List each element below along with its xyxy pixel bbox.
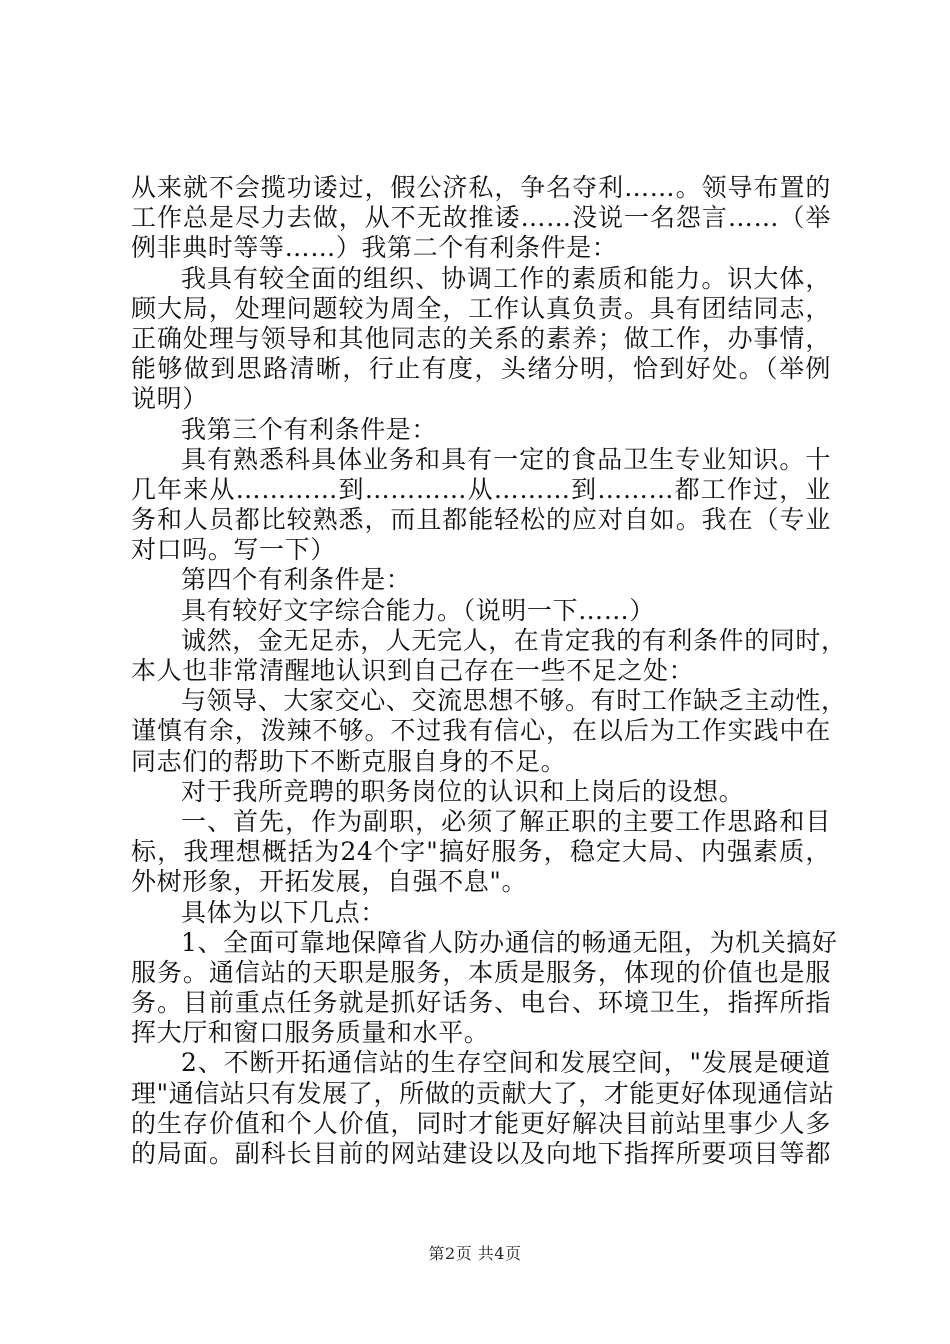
- text-line: 本人也非常清醒地认识到自己存在一些不足之处：: [131, 656, 695, 685]
- text-line: 外树形象，开拓发展，自强不息"。: [131, 867, 528, 897]
- text-line: 顾大局，处理问题较为周全，工作认真负责。具有团结同志，: [131, 293, 831, 323]
- text-line: 我具有较全面的组织、协调工作的素质和能力。识大体，: [181, 263, 831, 293]
- text-line: 2、不断开拓通信站的生存空间和发展空间，"发展是硬道: [181, 1048, 831, 1078]
- text-line: 几年来从…………到…………从………到………都工作过，业: [131, 474, 831, 504]
- text-line: 标，我理想概括为24个字"搞好服务，稳定大局、内强素质，: [131, 837, 831, 867]
- text-line: 说明）: [131, 384, 208, 414]
- text-line: 具有较好文字综合能力。（说明一下……）: [181, 595, 655, 625]
- text-line: 例非典时等等……）我第二个有利条件是：: [131, 233, 618, 263]
- text-line: 第四个有利条件是：: [181, 565, 412, 595]
- text-line: 与领导、大家交心、交流思想不够。有时工作缺乏主动性，: [181, 686, 847, 716]
- text-line: 正确处理与领导和其他同志的关系的素养；做工作，办事情，: [131, 323, 831, 353]
- text-line: 对于我所竞聘的职务岗位的认识和上岗后的设想。: [181, 776, 745, 806]
- text-line: 诚然，金无足赤，人无完人，在肯定我的有利条件的同时，: [181, 625, 847, 655]
- text-line: 理"通信站只有发展了，所做的贡献大了，才能更好体现通信站: [131, 1078, 835, 1108]
- text-line: 的生存价值和个人价值，同时才能更好解决目前站里事少人多: [131, 1108, 831, 1138]
- text-line: 具有熟悉科具体业务和具有一定的食品卫生专业知识。十: [181, 444, 831, 474]
- text-line: 1、全面可靠地保障省人防办通信的畅通无阻，为机关搞好: [181, 927, 838, 957]
- text-line: 务。目前重点任务就是抓好话务、电台、环境卫生，指挥所指: [131, 988, 831, 1018]
- text-line: 对口吗。写一下）: [131, 535, 336, 565]
- document-body: [131, 173, 847, 1169]
- text-line: 务和人员都比较熟悉，而且都能轻松的应对自如。我在（专业: [131, 505, 831, 535]
- text-line: 服务。通信站的天职是服务，本质是服务，体现的价值也是服: [131, 957, 831, 987]
- text-line: 挥大厅和窗口服务质量和水平。: [131, 1018, 490, 1048]
- text-line: 同志们的帮助下不断克服自身的不足。: [131, 746, 567, 776]
- text-line: 工作总是尽力去做，从不无故推诿……没说一名怨言……（举: [131, 203, 831, 233]
- text-line: 一、首先，作为副职，必须了解正职的主要工作思路和目: [181, 806, 831, 836]
- page-footer: 第2页 共4页: [428, 1244, 522, 1263]
- text-line: 具体为以下几点：: [181, 897, 386, 927]
- text-line: 谨慎有余，泼辣不够。不过我有信心，在以后为工作实践中在: [131, 716, 831, 746]
- text-line: 从来就不会揽功诿过，假公济私，争名夺利……。领导布置的: [131, 173, 831, 202]
- text-line: 能够做到思路清晰，行止有度，头绪分明，恰到好处。（举例: [131, 354, 831, 384]
- text-line: 的局面。副科长目前的网站建设以及向地下指挥所要项目等都: [131, 1139, 831, 1168]
- text-line: 我第三个有利条件是：: [181, 414, 438, 444]
